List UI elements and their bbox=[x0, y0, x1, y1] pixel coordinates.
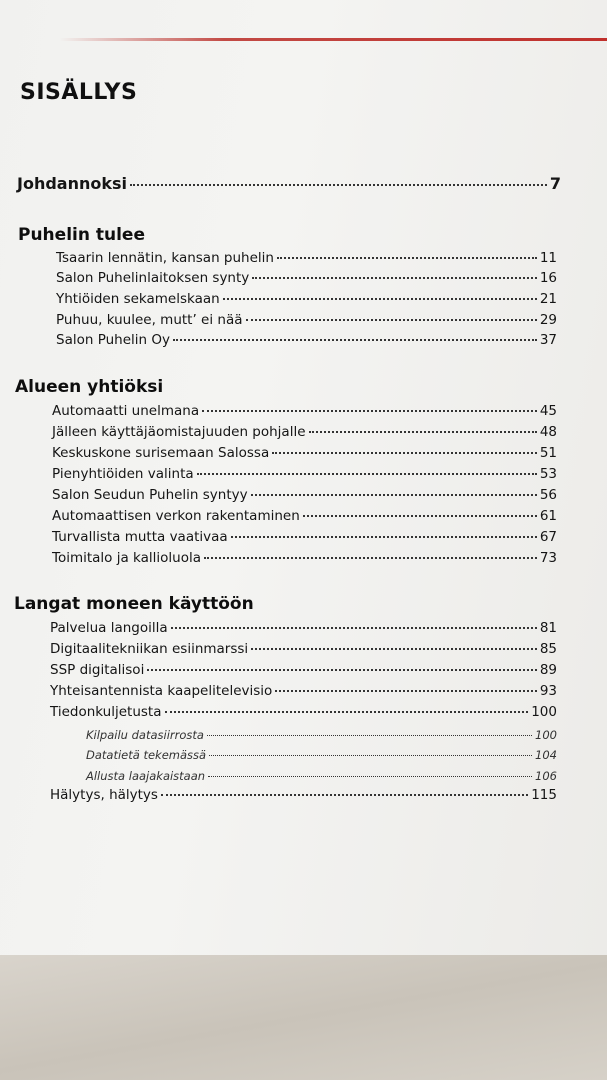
leader-dots bbox=[147, 669, 536, 671]
toc-entry-label: Keskuskone surisemaan Salossa bbox=[52, 445, 270, 461]
toc-entry-page: 51 bbox=[539, 445, 557, 461]
toc-intro-label: Johdannoksi bbox=[17, 174, 128, 193]
toc-entry bbox=[56, 312, 557, 328]
toc-entry-page: 85 bbox=[539, 641, 557, 657]
toc-entry-page: 48 bbox=[539, 424, 557, 440]
section-heading: Langat moneen käyttöön bbox=[14, 594, 254, 614]
toc-entry-page: 61 bbox=[539, 508, 557, 524]
toc-entry-page: 89 bbox=[539, 662, 557, 678]
leader-dots bbox=[204, 557, 537, 559]
toc-subentry bbox=[86, 728, 557, 742]
toc-entry-label: Yhteisantennista kaapelitelevisio bbox=[50, 683, 273, 699]
toc-entry bbox=[52, 550, 557, 566]
toc-entry-label: Datatietä tekemässä bbox=[86, 748, 207, 762]
toc-entry-label: Puhuu, kuulee, mutt’ ei nää bbox=[56, 312, 243, 328]
leader-dots bbox=[231, 536, 537, 538]
toc-entry bbox=[50, 662, 557, 678]
leader-dots bbox=[130, 184, 547, 186]
toc-entry bbox=[52, 508, 557, 524]
toc-entry bbox=[52, 529, 557, 545]
toc-entry bbox=[52, 424, 557, 440]
leader-dots bbox=[208, 776, 532, 777]
toc-subentry bbox=[86, 748, 557, 762]
toc-entry-label: Toimitalo ja kallioluola bbox=[52, 550, 202, 566]
leader-dots bbox=[223, 298, 537, 300]
toc-entry bbox=[52, 403, 557, 419]
leader-dots bbox=[197, 473, 537, 475]
leader-dots bbox=[202, 410, 537, 412]
leader-dots bbox=[309, 431, 537, 433]
toc-entry-label: Kilpailu datasiirrosta bbox=[86, 728, 204, 742]
toc-entry-label: Salon Puhelin Oy bbox=[56, 332, 170, 348]
leader-dots bbox=[251, 494, 537, 496]
section-heading: Alueen yhtiöksi bbox=[15, 377, 164, 397]
toc-entry-page: 29 bbox=[539, 312, 557, 328]
toc-entry-label: Hälytys, hälytys bbox=[50, 787, 158, 803]
red-rule bbox=[60, 38, 607, 41]
section-heading: Puhelin tulee bbox=[18, 225, 145, 245]
leader-dots bbox=[171, 627, 537, 629]
toc-entry bbox=[56, 250, 557, 266]
toc-entry-label: Digitaalitekniikan esiinmarssi bbox=[50, 641, 249, 657]
leader-dots bbox=[207, 735, 532, 736]
toc-entry-page: 67 bbox=[539, 529, 557, 545]
toc-entry-page: 11 bbox=[539, 250, 557, 266]
toc-entry-label: Allusta laajakaistaan bbox=[86, 769, 206, 783]
toc-intro-page: 7 bbox=[549, 174, 561, 193]
toc-entry bbox=[50, 620, 557, 636]
toc-entry-label: Salon Puhelinlaitoksen synty bbox=[56, 270, 250, 286]
toc-entry-page: 16 bbox=[539, 270, 557, 286]
toc-entry bbox=[56, 291, 557, 307]
leader-dots bbox=[173, 339, 537, 341]
toc-entry-label: Automaatti unelmana bbox=[52, 403, 200, 419]
toc-entry bbox=[56, 332, 557, 348]
toc-entry-page: 104 bbox=[535, 748, 557, 762]
leader-dots bbox=[209, 755, 532, 756]
toc-intro bbox=[17, 174, 561, 193]
toc-entry-page: 100 bbox=[535, 728, 557, 742]
toc-entry-label: Tiedonkuljetusta bbox=[50, 704, 162, 720]
toc-entry-page: 73 bbox=[539, 550, 557, 566]
toc-entry-label: Pienyhtiöiden valinta bbox=[52, 466, 194, 482]
toc-entry-page: 100 bbox=[531, 704, 557, 720]
toc-entry-page: 56 bbox=[539, 487, 557, 503]
toc-entry bbox=[52, 445, 557, 461]
toc-entry-label: SSP digitalisoi bbox=[50, 662, 145, 678]
toc-entry-page: 37 bbox=[539, 332, 557, 348]
leader-dots bbox=[161, 794, 528, 796]
toc-entry-page: 115 bbox=[531, 787, 557, 803]
toc-entry-label: Jälleen käyttäjäomistajuuden pohjalle bbox=[52, 424, 306, 440]
leader-dots bbox=[251, 648, 537, 650]
toc-entry-label: Palvelua langoilla bbox=[50, 620, 168, 636]
leader-dots bbox=[275, 690, 537, 692]
toc-entry-page: 21 bbox=[539, 291, 557, 307]
toc-entry-page: 106 bbox=[535, 769, 557, 783]
toc-entry bbox=[56, 270, 557, 286]
leader-dots bbox=[246, 319, 537, 321]
toc-entry bbox=[52, 487, 557, 503]
toc-entry-label: Salon Seudun Puhelin syntyy bbox=[52, 487, 248, 503]
toc-entry bbox=[50, 787, 557, 803]
table-surface bbox=[0, 955, 607, 1080]
leader-dots bbox=[303, 515, 537, 517]
toc-entry-label: Yhtiöiden sekamelskaan bbox=[56, 291, 220, 307]
page-title: SISÄLLYS bbox=[20, 80, 138, 105]
leader-dots bbox=[272, 452, 537, 454]
leader-dots bbox=[252, 277, 537, 279]
toc-entry-page: 93 bbox=[539, 683, 557, 699]
toc-entry bbox=[50, 641, 557, 657]
toc-entry-page: 53 bbox=[539, 466, 557, 482]
leader-dots bbox=[277, 257, 537, 259]
toc-entry bbox=[50, 683, 557, 699]
toc-entry-page: 45 bbox=[539, 403, 557, 419]
toc-entry-label: Automaattisen verkon rakentaminen bbox=[52, 508, 300, 524]
toc-entry-label: Turvallista mutta vaativaa bbox=[52, 529, 228, 545]
toc-entry-page: 81 bbox=[539, 620, 557, 636]
leader-dots bbox=[165, 711, 529, 713]
toc-entry bbox=[52, 466, 557, 482]
toc-entry-label: Tsaarin lennätin, kansan puhelin bbox=[56, 250, 274, 266]
toc-entry bbox=[50, 704, 557, 720]
toc-subentry bbox=[86, 769, 557, 783]
